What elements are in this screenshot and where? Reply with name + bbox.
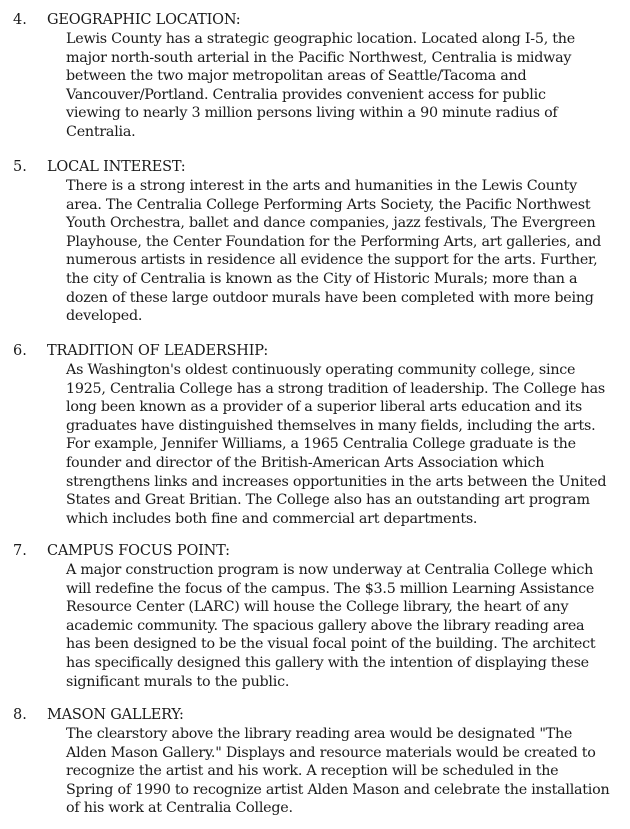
body-line: major north-south arterial in the Pacific Northwest, Centralia is midway	[66, 49, 572, 66]
body-line: will redefine the focus of the campus. The $3.5 million Learning Assistance	[66, 580, 595, 597]
body-line: numerous artists in residence all evidence the support for the arts. Further,	[66, 252, 598, 269]
body-line: founder and director of the British-American Arts Association which	[66, 454, 545, 471]
section-heading: CAMPUS FOCUS POINT:	[47, 543, 230, 559]
body-line: 1925, Centralia College has a strong tradition of leadership. The College has	[66, 380, 606, 397]
body-line: Alden Mason Gallery." Displays and resource materials would be created to	[66, 744, 596, 761]
body-line: graduates have distinguished themselves in many fields, including the arts.	[66, 417, 596, 434]
body-line: area. The Centralia College Performing Arts Society, the Pacific Northwest	[66, 196, 591, 213]
section-heading: TRADITION OF LEADERSHIP:	[47, 343, 268, 359]
body-line: of his work at Centralia College.	[66, 800, 293, 817]
body-line: long been known as a provider of a superior liberal arts education and its	[66, 399, 582, 416]
section-number: 7.	[13, 543, 27, 559]
body-line: Centralia.	[66, 123, 136, 140]
section-heading: LOCAL INTEREST:	[47, 159, 186, 175]
body-line: Spring of 1990 to recognize artist Alden Mason and celebrate the installation	[66, 781, 610, 798]
body-line: viewing to nearly 3 million persons living within a 90 minute radius of	[66, 105, 558, 122]
body-line: As Washington's oldest continuously operating community college, since	[66, 362, 576, 378]
section-number: 8.	[13, 707, 27, 723]
body-line: has specifically designed this gallery with the intention of displaying these	[66, 654, 589, 671]
body-line: which includes both fine and commercial art departments.	[66, 510, 478, 527]
body-line: Playhouse, the Center Foundation for the Performing Arts, art galleries, and	[66, 233, 602, 250]
section-heading: GEOGRAPHIC LOCATION:	[47, 12, 241, 28]
body-line: recognize the artist and his work. A reception will be scheduled in the	[66, 763, 559, 780]
body-line: strengthens links and increases opportunities in the arts between the United	[66, 473, 607, 490]
body-line: Youth Orchestra, ballet and dance companies, jazz festivals, The Evergreen	[66, 215, 596, 232]
body-line: Lewis County has a strategic geographic location. Located along I-5, the	[66, 31, 575, 47]
body-line: For example, Jennifer Williams, a 1965 Centralia College graduate is the	[66, 436, 576, 453]
body-line: There is a strong interest in the arts and humanities in the Lewis County	[66, 178, 578, 194]
section-body	[66, 361, 622, 528]
section-number: 5.	[13, 159, 27, 175]
section-heading: MASON GALLERY:	[47, 707, 184, 723]
body-line: between the two major metropolitan areas of Seattle/Tacoma and	[66, 68, 527, 85]
body-line: dozen of these large outdoor murals have been completed with more being	[66, 289, 594, 306]
body-line: Resource Center (LARC) will house the College library, the heart of any	[66, 599, 569, 616]
section-body	[66, 561, 622, 691]
body-line: has been designed to be the visual focal point of the building. The architect	[66, 636, 596, 653]
body-line: A major construction program is now underway at Centralia College which	[66, 562, 594, 578]
section-body	[66, 30, 622, 142]
body-line: The clearstory above the library reading area would be designated "The	[66, 726, 573, 742]
body-line: developed.	[66, 308, 143, 325]
section-number: 6.	[13, 343, 27, 359]
section-body	[66, 177, 622, 326]
body-line: States and Great Britian. The College also has an outstanding art program	[66, 492, 590, 509]
body-line: academic community. The spacious gallery above the library reading area	[66, 617, 585, 634]
section-body	[66, 725, 622, 818]
body-line: the city of Centralia is known as the City of Historic Murals; more than a	[66, 270, 578, 287]
body-line: significant murals to the public.	[66, 673, 290, 690]
section-number: 4.	[13, 12, 27, 28]
body-line: Vancouver/Portland. Centralia provides convenient access for public	[66, 86, 546, 103]
